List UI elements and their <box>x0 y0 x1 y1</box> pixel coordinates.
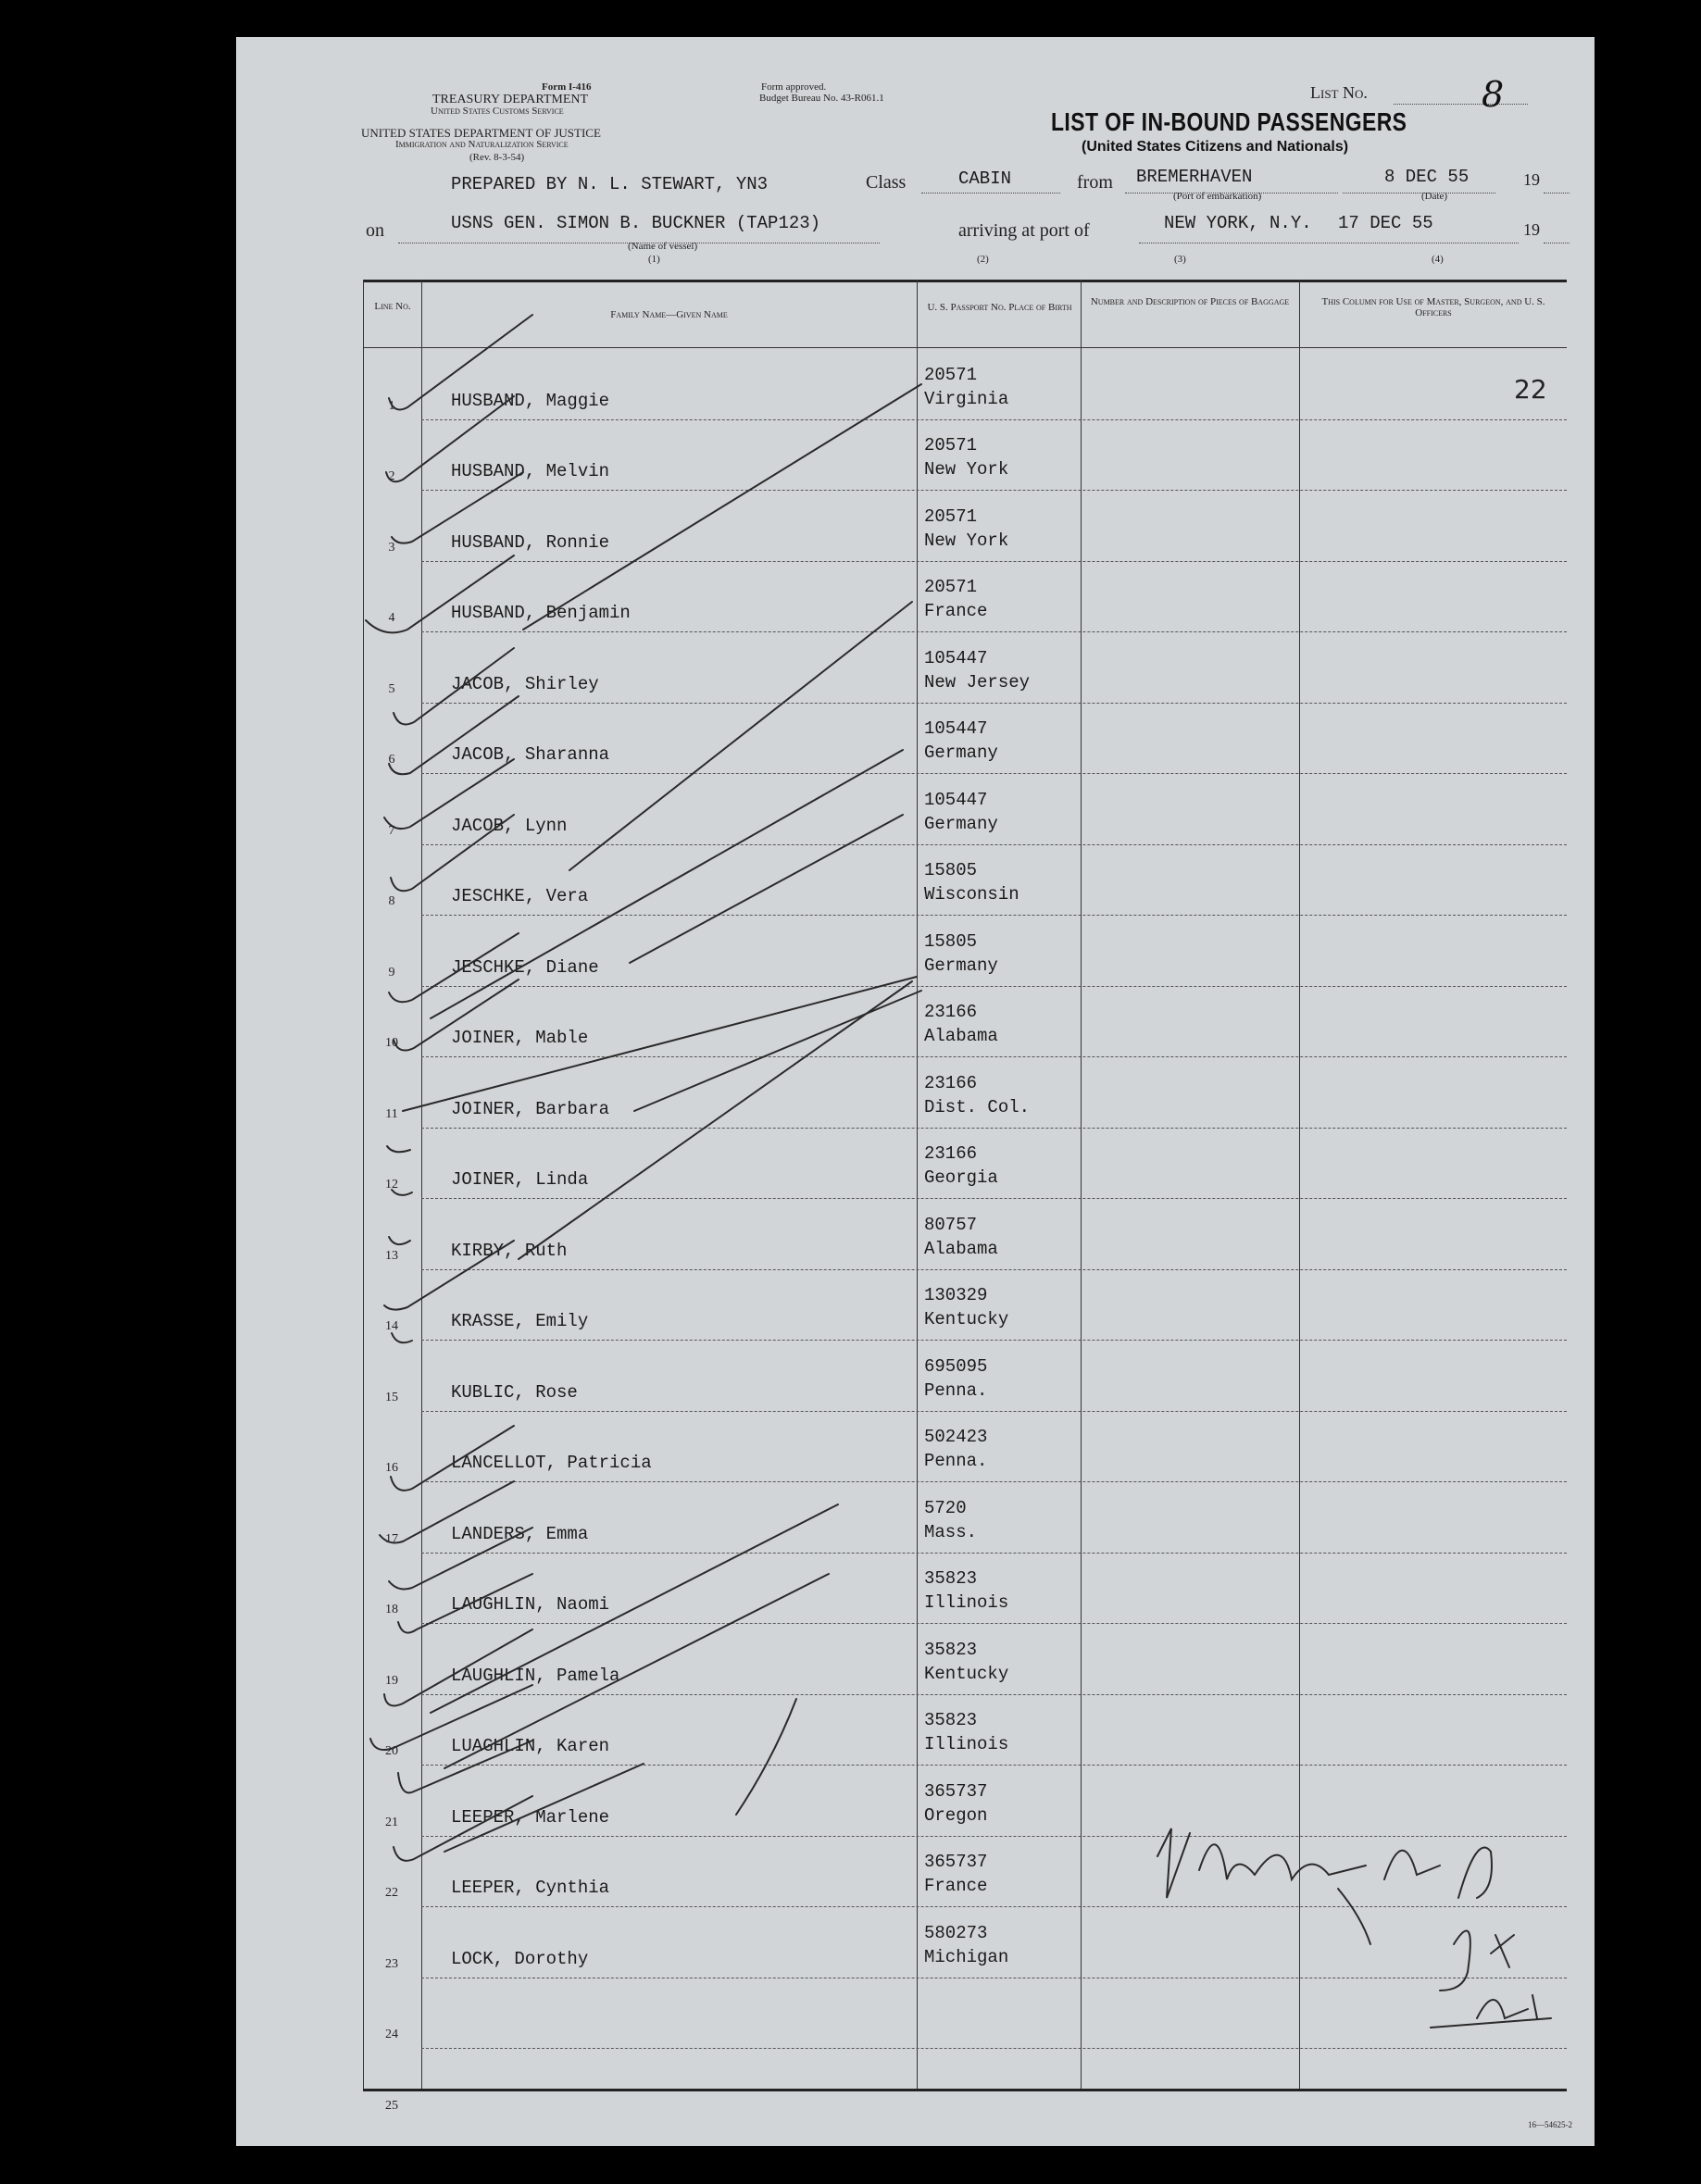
header-baggage: Number and Description of Pieces of Baggage <box>1090 296 1290 307</box>
passenger-name: KRASSE, Emily <box>451 1311 589 1331</box>
passport-number: 23166 <box>924 1143 978 1164</box>
place-of-birth: Alabama <box>924 1026 998 1046</box>
handwritten-marks <box>236 37 1595 2146</box>
line-number: 3 <box>388 540 395 555</box>
arriving-label: arriving at port of <box>958 220 1090 241</box>
place-of-birth: Wisconsin <box>924 884 1019 905</box>
passport-number: 5720 <box>924 1497 967 1518</box>
header-family-name: Family Name—Given Name <box>610 309 728 320</box>
line-number: 10 <box>385 1036 398 1050</box>
place-of-birth: Germany <box>924 743 998 763</box>
line-number: 15 <box>385 1390 398 1404</box>
line-number: 6 <box>388 753 395 767</box>
passenger-name: JACOB, Lynn <box>451 815 568 836</box>
place-of-birth: Germany <box>924 813 998 834</box>
passenger-name: JOINER, Linda <box>451 1169 589 1190</box>
form-approved: Form approved. <box>761 81 827 93</box>
header-line-no: Line No. <box>374 301 411 312</box>
passenger-name: LANCELLOT, Patricia <box>451 1453 652 1473</box>
passport-number: 20571 <box>924 577 978 597</box>
header-officers: This Column for Use of Master, Surgeon, and U. S. Officers <box>1321 296 1545 318</box>
place-of-birth: Illinois <box>924 1734 1009 1754</box>
passenger-name: LAUGHLIN, Naomi <box>451 1594 610 1615</box>
line-number: 14 <box>385 1319 398 1333</box>
place-of-birth: Mass. <box>924 1521 978 1542</box>
passenger-name: HUSBAND, Maggie <box>451 390 610 411</box>
treasury-department: TREASURY DEPARTMENT <box>432 93 589 106</box>
passport-number: 105447 <box>924 647 988 668</box>
budget-bureau: Budget Bureau No. 43-R061.1 <box>759 93 884 104</box>
class-label: Class <box>866 172 907 193</box>
passport-number: 20571 <box>924 435 978 456</box>
ins-service: Immigration and Naturalization Service <box>395 139 569 150</box>
passport-number: 105447 <box>924 789 988 810</box>
line-number: 24 <box>385 2028 398 2041</box>
document-title: LIST OF IN-BOUND PASSENGERS <box>1051 107 1407 136</box>
place-of-birth: New Jersey <box>924 671 1031 693</box>
header-passport: U. S. Passport No. Place of Birth <box>927 302 1072 313</box>
passenger-name: HUSBAND, Melvin <box>451 461 610 481</box>
line-number: 19 <box>385 1673 398 1688</box>
place-of-birth: Kentucky <box>924 1309 1009 1329</box>
place-of-birth: France <box>924 601 988 621</box>
passenger-name: LAUGHLIN, Pamela <box>451 1665 620 1686</box>
column-ref-2: (2) <box>977 254 989 265</box>
passport-number: 105447 <box>924 718 988 739</box>
passport-number: 23166 <box>924 1072 978 1093</box>
from-label: from <box>1077 172 1113 193</box>
line-number: 5 <box>388 681 395 696</box>
form-number: Form I-416 <box>542 81 592 93</box>
line-number: 9 <box>388 965 395 980</box>
passport-number: 35823 <box>924 1710 978 1730</box>
passport-number: 23166 <box>924 1002 978 1022</box>
vessel-caption: (Name of vessel) <box>628 241 698 252</box>
place-of-birth: Germany <box>924 955 998 976</box>
place-of-birth: Georgia <box>924 1167 998 1188</box>
list-no-value: 8 <box>1482 74 1505 115</box>
place-of-birth: New York <box>924 530 1009 551</box>
place-of-birth: Illinois <box>924 1592 1009 1613</box>
place-of-birth: France <box>924 1876 988 1896</box>
line-number: 7 <box>388 823 395 838</box>
place-of-birth: Penna. <box>924 1379 988 1401</box>
passenger-name: JACOB, Shirley <box>451 673 599 694</box>
passenger-name: HUSBAND, Ronnie <box>451 531 610 553</box>
prepared-by: PREPARED BY N. L. STEWART, YN3 <box>451 174 769 194</box>
year-prefix-2: 19 <box>1523 220 1540 239</box>
line-number: 4 <box>388 611 395 625</box>
passport-number: 502423 <box>924 1427 988 1447</box>
arrival-port: NEW YORK, N.Y. <box>1164 213 1312 233</box>
place-of-birth: Virginia <box>924 388 1009 409</box>
passenger-name: HUSBAND, Benjamin <box>451 603 631 623</box>
list-no-label: List No. <box>1310 83 1368 102</box>
passport-number: 365737 <box>924 1780 988 1802</box>
passport-number: 20571 <box>924 364 978 385</box>
passenger-name: JACOB, Sharanna <box>451 744 610 765</box>
place-of-birth: Kentucky <box>924 1663 1009 1684</box>
document-subtitle: (United States Citizens and Nationals) <box>1082 139 1349 155</box>
passenger-name: JESCHKE, Vera <box>451 886 589 906</box>
passport-number: 35823 <box>924 1639 978 1660</box>
date-caption: (Date) <box>1421 191 1448 202</box>
line-number: 16 <box>385 1461 398 1475</box>
arrival-date: 17 DEC 55 <box>1338 213 1433 233</box>
passenger-name: LEEPER, Cynthia <box>451 1878 610 1898</box>
passenger-name: LUAGHLIN, Karen <box>451 1736 610 1756</box>
passport-number: 15805 <box>924 930 978 952</box>
manifest-page <box>236 37 1595 2146</box>
passenger-name: JOINER, Barbara <box>451 1098 610 1119</box>
embarkation-caption: (Port of embarkation) <box>1173 191 1262 202</box>
passenger-name: JESCHKE, Diane <box>451 956 599 978</box>
passenger-name: LOCK, Dorothy <box>451 1948 589 1969</box>
line-number: 22 <box>385 1886 398 1900</box>
on-label: on <box>366 220 384 241</box>
passenger-name: KUBLIC, Rose <box>451 1381 578 1403</box>
line-number: 23 <box>385 1956 398 1971</box>
line-number: 20 <box>385 1744 398 1758</box>
line-number: 12 <box>385 1178 398 1192</box>
line-number: 1 <box>388 398 395 413</box>
place-of-birth: Oregon <box>924 1804 988 1826</box>
passport-number: 580273 <box>924 1922 988 1943</box>
passport-number: 365737 <box>924 1852 988 1872</box>
place-of-birth: Michigan <box>924 1946 1009 1967</box>
line-number: 8 <box>388 894 395 908</box>
passport-number: 35823 <box>924 1568 978 1589</box>
passport-number: 695095 <box>924 1355 988 1377</box>
line-number: 17 <box>385 1531 398 1546</box>
footer-code: 16—54625-2 <box>1528 2120 1572 2129</box>
officer-count: 22 <box>1514 374 1547 405</box>
line-number: 2 <box>388 469 395 483</box>
line-number: 25 <box>385 2098 398 2113</box>
passenger-name: JOINER, Mable <box>451 1028 589 1048</box>
column-ref-1: (1) <box>648 254 660 265</box>
vessel-name: USNS GEN. SIMON B. BUCKNER (TAP123) <box>451 213 821 233</box>
department-of-justice: UNITED STATES DEPARTMENT OF JUSTICE <box>361 126 601 140</box>
passport-number: 130329 <box>924 1285 988 1305</box>
line-number: 13 <box>385 1248 398 1263</box>
embarkation-port: BREMERHAVEN <box>1136 167 1253 187</box>
line-number: 11 <box>385 1106 398 1121</box>
passport-number: 20571 <box>924 505 978 527</box>
passport-number: 15805 <box>924 860 978 880</box>
place-of-birth: Dist. Col. <box>924 1096 1031 1117</box>
class-value: CABIN <box>958 168 1012 189</box>
place-of-birth: Penna. <box>924 1451 988 1471</box>
embarkation-date: 8 DEC 55 <box>1384 167 1470 187</box>
customs-service: United States Customs Service <box>431 106 564 117</box>
place-of-birth: New York <box>924 459 1009 480</box>
line-number: 18 <box>385 1603 398 1616</box>
passenger-name: LANDERS, Emma <box>451 1523 589 1544</box>
place-of-birth: Alabama <box>924 1238 998 1259</box>
line-number: 21 <box>385 1815 398 1829</box>
passport-number: 80757 <box>924 1214 978 1235</box>
column-ref-4: (4) <box>1432 254 1444 265</box>
year-prefix-1: 19 <box>1523 170 1540 189</box>
column-ref-3: (3) <box>1174 254 1186 265</box>
passenger-name: KIRBY, Ruth <box>451 1240 568 1261</box>
passenger-name: LEEPER, Marlene <box>451 1806 610 1828</box>
form-revision: (Rev. 8-3-54) <box>469 152 525 163</box>
